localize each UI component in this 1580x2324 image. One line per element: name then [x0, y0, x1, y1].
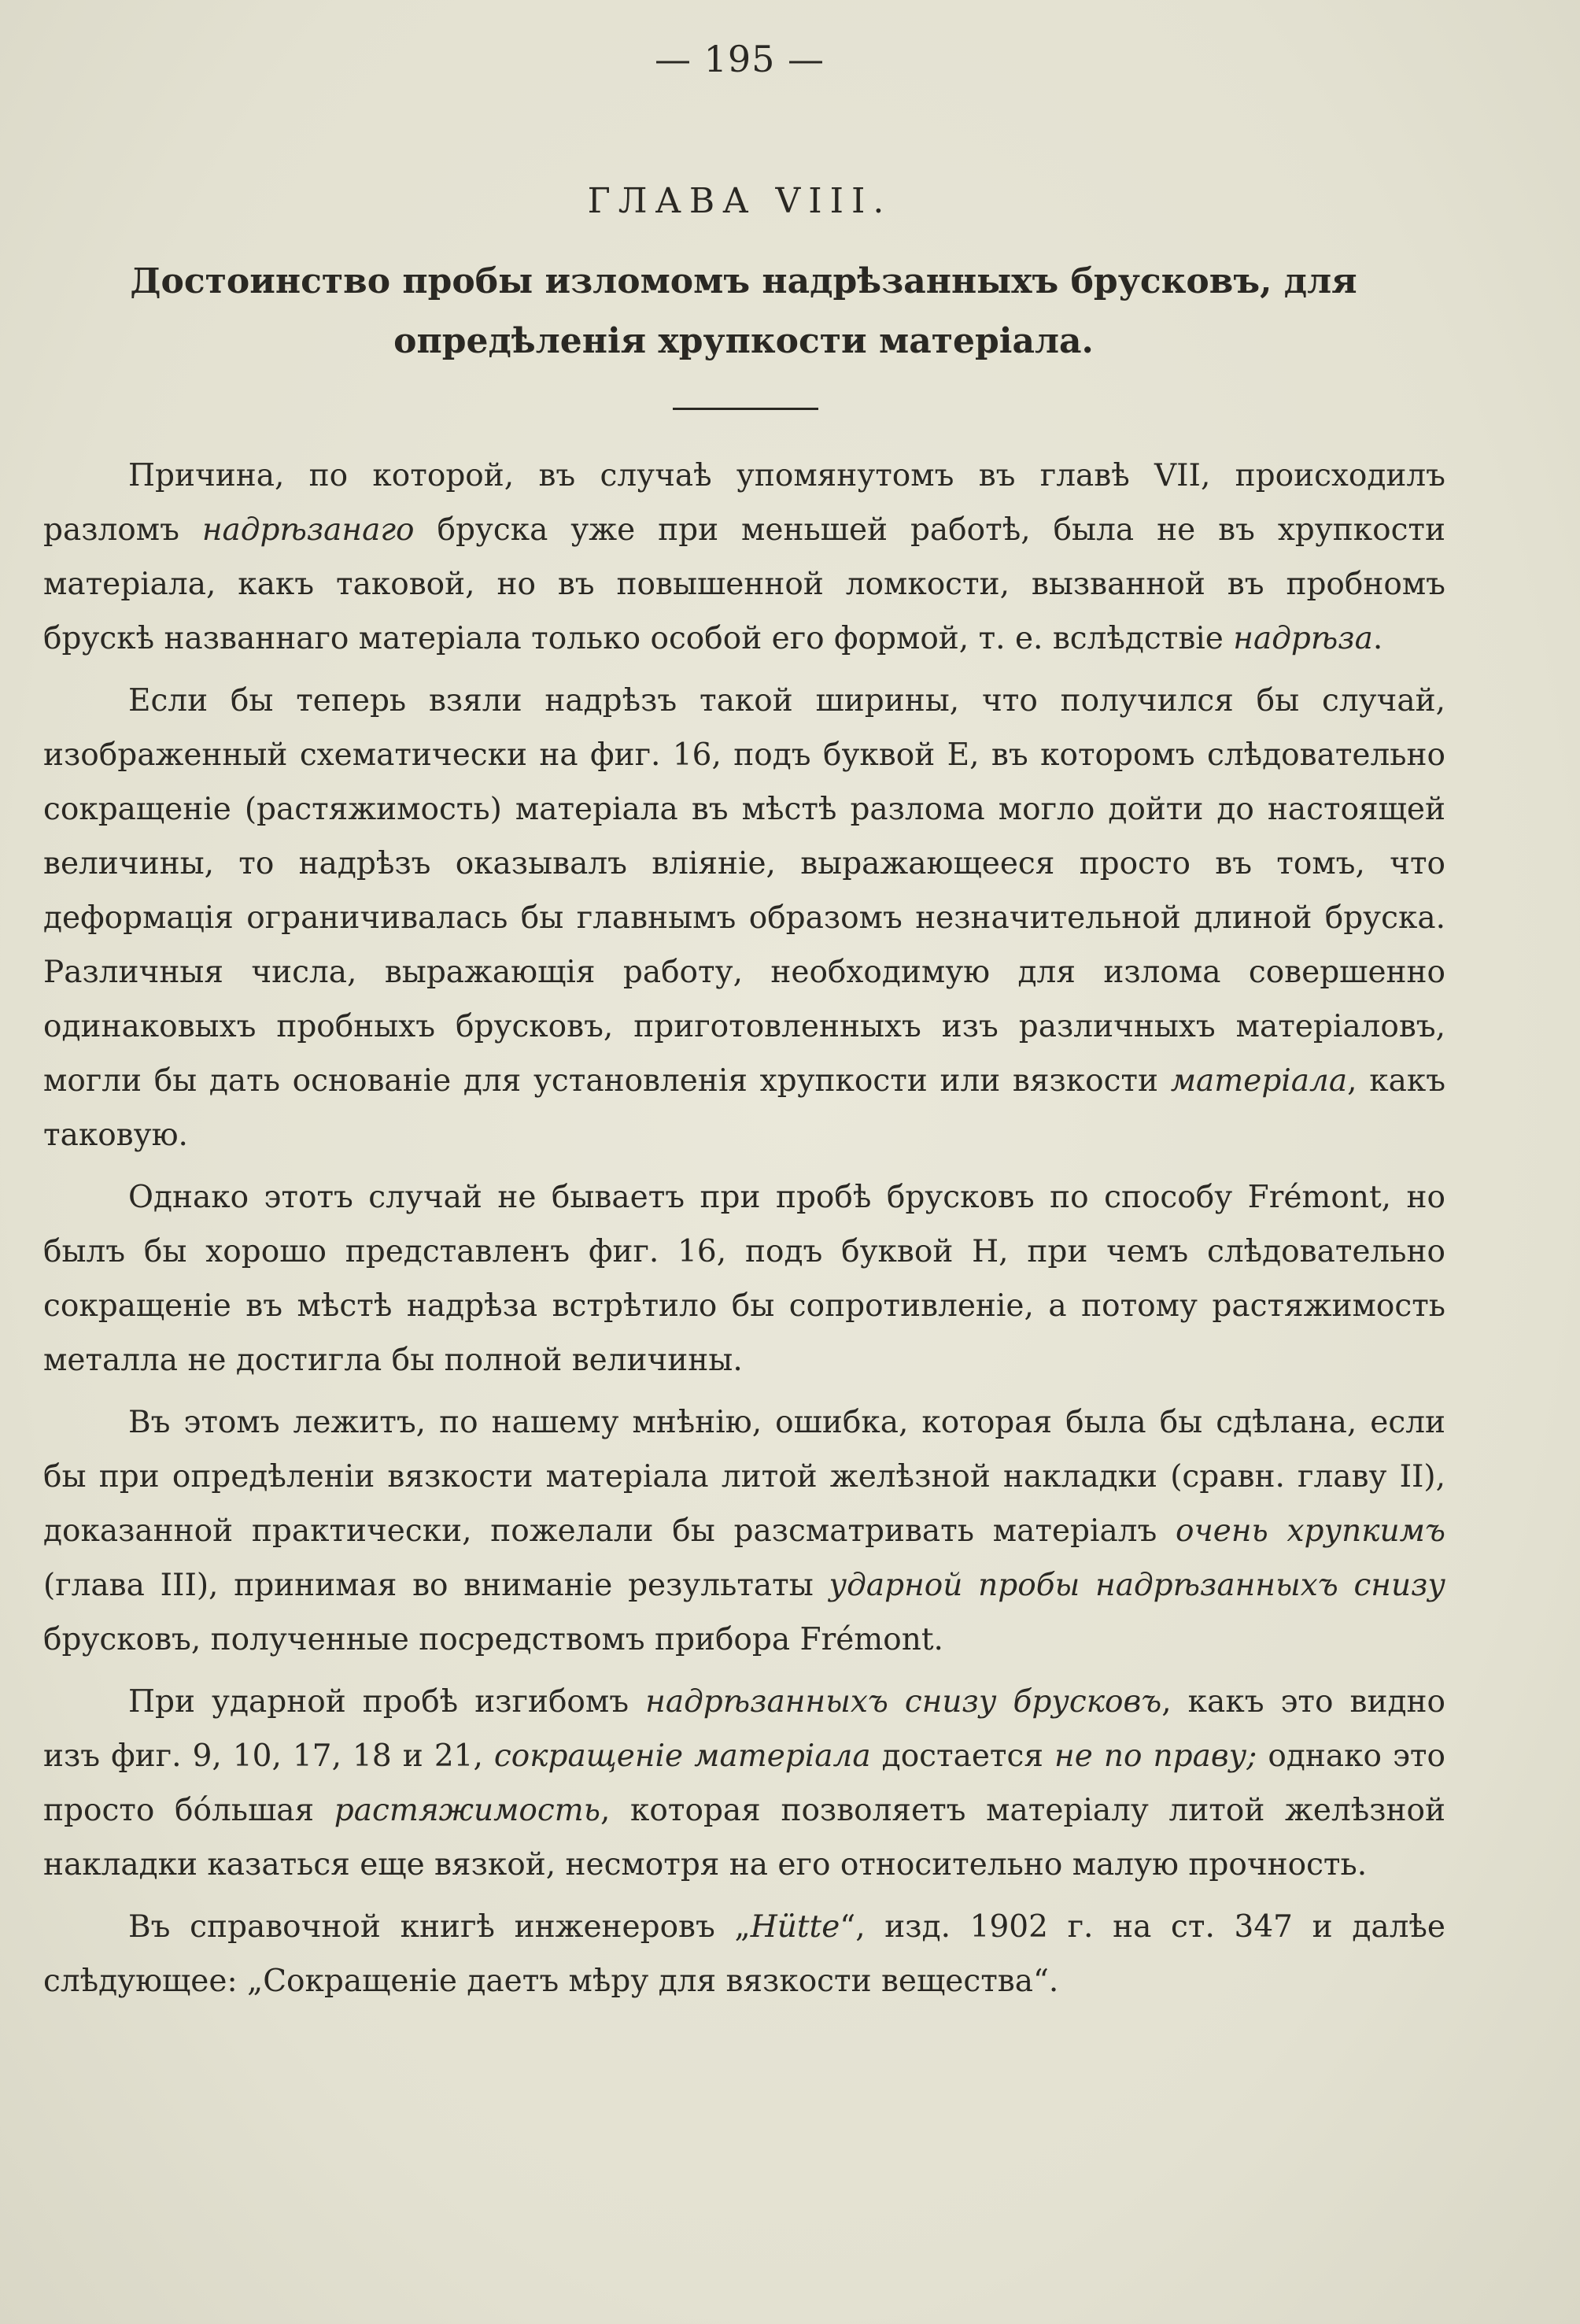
body-text: [43, 449, 1445, 2016]
text-run: Въ этомъ лежитъ, по нашему мнѣнію, ошибка, которая была бы сдѣлана, если бы при опредѣленіи вязкости матеріала литой желѣзной накладки (сравн. главу II), доказанной практически, пожелали бы разсматривать матеріалъ: [43, 1405, 1445, 1549]
text-run: “, изд. 1902 г. на ст. 347 и далѣе слѣдующее: „Сокращеніе даетъ мѣру для вязкости вещества“.: [43, 1909, 1445, 1999]
page-number: — 195 —: [654, 38, 825, 80]
text-run: При ударной пробѣ изгибомъ: [128, 1684, 646, 1720]
italic-run: растяжимость: [334, 1793, 600, 1828]
italic-run: ударной пробы надрѣзанныхъ снизу: [829, 1568, 1445, 1603]
paragraph-5: [43, 1675, 1445, 1892]
paragraph-2: [43, 674, 1445, 1162]
title-divider: [673, 408, 818, 410]
paragraph-1: [43, 449, 1445, 666]
text-run: Однако этотъ случай не бываетъ при пробѣ брусковъ по способу Frémont, но былъ бы хорошо представленъ фиг. 16, подъ буквой H, при чемъ слѣдовательно сокращеніе въ мѣстѣ надрѣза встрѣтило бы сопротивленіе, а потому растяжимость металла не достигла бы полной величины.: [43, 1180, 1445, 1378]
text-run: Причина, по которой, въ случаѣ упомянутомъ въ главѣ VII, происходилъ разломъ: [43, 458, 1445, 548]
paragraph-4: [43, 1395, 1445, 1667]
chapter-title: Достоинство пробы изломомъ надрѣзанныхъ брусковъ, для опредѣленія хрупкости матеріала.: [130, 261, 1357, 361]
italic-run: не по праву;: [1054, 1738, 1257, 1774]
italic-run: матеріала: [1170, 1063, 1348, 1099]
text-run: Если бы теперь взяли надрѣзъ такой ширины, что получился бы случай, изображенный схематически на фиг. 16, подъ буквой E, въ которомъ слѣдовательно сокращеніе (растяжимость) матеріала въ мѣстѣ разлома могло дойти до настоящей величины, то надрѣзъ оказывалъ вліяніе, выражающееся просто въ томъ, что деформація ограничивалась бы главнымъ образомъ незначительной длиной бруска. Различныя числа, выражающія работу, необходимую для излома совершенно одинаковыхъ пробныхъ брусковъ, приготовленныхъ изъ различныхъ матеріаловъ, могли бы дать основаніе для установленія хрупкости или вязкости: [43, 683, 1445, 1099]
text-run: однако это просто бо́льшая: [43, 1738, 1445, 1828]
paragraph-3: [43, 1170, 1445, 1387]
text-run: , какъ таковую.: [43, 1063, 1446, 1153]
italic-run: очень хрупкимъ: [1176, 1513, 1445, 1549]
italic-run: сокращеніе матеріала: [493, 1738, 871, 1774]
text-run: достается: [870, 1738, 1055, 1774]
italic-run: Hütte: [750, 1909, 840, 1945]
italic-run: надрѣза: [1233, 621, 1373, 656]
paragraph-6: [43, 1900, 1445, 2008]
text-run: Въ справочной книгѣ инженеровъ „: [128, 1909, 751, 1945]
text-run: .: [1372, 621, 1383, 656]
text-run: брусковъ, полученные посредствомъ прибора Frémont.: [43, 1622, 943, 1657]
italic-run: надрѣзанныхъ снизу брусковъ: [645, 1684, 1162, 1720]
italic-run: надрѣзанаго: [201, 512, 415, 548]
text-run: бруска уже при меньшей работѣ, была не въ хрупкости матеріала, какъ таковой, но въ повышенной ломкости, вызванной въ пробномъ брускѣ названнаго матеріала только особой его формой, т. е. вслѣдствіе: [43, 512, 1445, 656]
text-run: (глава III), принимая во вниманіе результаты: [43, 1568, 829, 1603]
text-run: , какъ это видно изъ фиг. 9, 10, 17, 18 и 21,: [43, 1684, 1445, 1774]
chapter-heading: ГЛАВА VIII.: [587, 181, 892, 221]
text-run: , которая позволяетъ матеріалу литой желѣзной накладки казаться еще вязкой, несмотря на его относительно малую прочность.: [43, 1793, 1445, 1882]
